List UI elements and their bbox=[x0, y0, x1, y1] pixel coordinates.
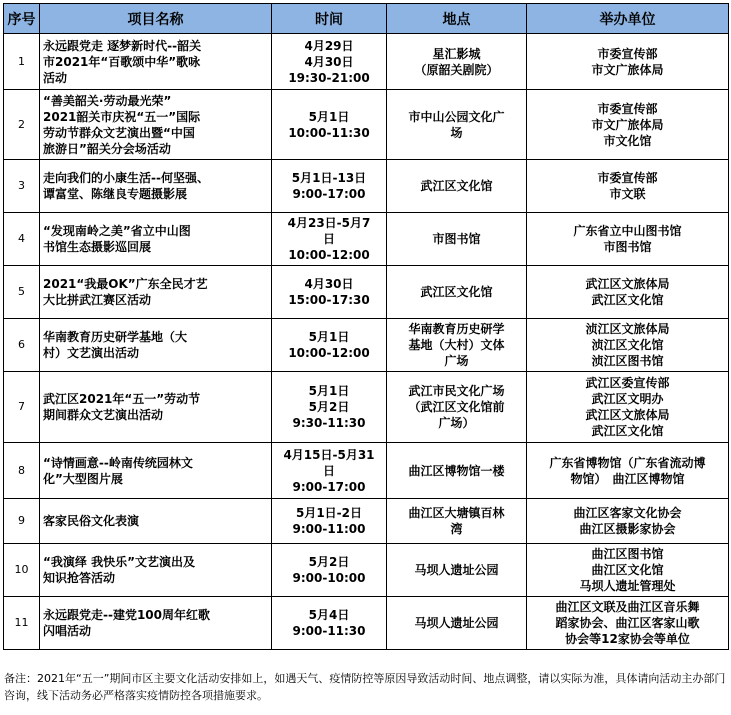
cell-no: 11 bbox=[4, 597, 40, 650]
cell-time bbox=[272, 266, 387, 319]
cell-name bbox=[40, 319, 272, 372]
cell-name-line: 走向我们的小康生活--何坚强、 bbox=[43, 171, 209, 185]
cell-time-line: 日 bbox=[322, 463, 335, 478]
cell-org-line: 市文广旅体局 bbox=[591, 117, 664, 132]
cell-org-line: 武江区文旅体局 bbox=[585, 408, 670, 422]
cell-time-line: 9:00-17:00 bbox=[292, 187, 366, 201]
cell-name bbox=[40, 266, 272, 319]
cell-name-line: 闪唱活动 bbox=[43, 624, 92, 638]
cell-time-line: 日 bbox=[322, 232, 335, 246]
cell-name-line: 知识抢答活动 bbox=[43, 571, 116, 585]
cell-org bbox=[527, 443, 729, 499]
cell-no: 10 bbox=[4, 544, 40, 597]
table-row bbox=[4, 372, 729, 443]
cell-org-line: 马坝人遗址管理处 bbox=[579, 579, 676, 593]
cell-name-line: “我演绎 我快乐”文艺演出及 bbox=[43, 555, 195, 569]
cell-place-line: 华南教育历史研学 bbox=[408, 322, 505, 336]
cell-place-line: 市图书馆 bbox=[432, 232, 481, 246]
cell-name bbox=[40, 213, 272, 266]
cell-org-line: 市委宣传部 bbox=[597, 46, 658, 61]
cell-place bbox=[387, 213, 527, 266]
cell-no: 4 bbox=[4, 213, 40, 266]
cell-no: 2 bbox=[4, 90, 40, 160]
cell-org-line: 曲江区摄影家协会 bbox=[579, 522, 676, 536]
table-row bbox=[4, 34, 729, 90]
table-row bbox=[4, 319, 729, 372]
cell-place-line: 武江区文化馆 bbox=[420, 179, 493, 193]
cell-org-line: 浈江区图书馆 bbox=[591, 354, 664, 368]
cell-name-line: 化”大型图片展 bbox=[43, 471, 123, 486]
cell-time bbox=[272, 372, 387, 443]
cell-time-line: 5月1日-13日 bbox=[291, 171, 367, 185]
cell-name-line: 活动 bbox=[43, 70, 68, 85]
cell-org-line: 曲江区文联及曲江区音乐舞 bbox=[555, 600, 700, 614]
cell-place-line: 市中山公园文化广 bbox=[408, 109, 505, 124]
cell-name bbox=[40, 443, 272, 499]
cell-org bbox=[527, 499, 729, 544]
cell-no: 3 bbox=[4, 160, 40, 213]
cell-name-line: 2021韶关市庆祝“五一”国际 bbox=[43, 109, 201, 124]
cell-time-line: 5月2日 bbox=[308, 555, 350, 569]
cell-place-line: 星汇影城 bbox=[432, 46, 481, 61]
cell-time bbox=[272, 597, 387, 650]
cell-no: 6 bbox=[4, 319, 40, 372]
header-no: 序号 bbox=[4, 4, 40, 34]
cell-name-line: 客家民俗文化表演 bbox=[43, 514, 140, 528]
cell-name-line: 永远跟党走--建党100周年红歌 bbox=[43, 608, 211, 622]
cell-place-line: 马坝人遗址公园 bbox=[414, 563, 499, 577]
cell-name-line: 永远跟党走 逐梦新时代--韶关 bbox=[43, 38, 202, 53]
cell-org-line: 曲江区图书馆 bbox=[591, 547, 664, 561]
cell-name-line: 大比拼武江赛区活动 bbox=[43, 293, 152, 307]
cell-time bbox=[272, 544, 387, 597]
cell-time-line: 4月15日-5月31 bbox=[283, 447, 375, 462]
cell-place-line: （武江区文化馆前 bbox=[408, 400, 505, 414]
cell-time-line: 5月1日 bbox=[308, 384, 350, 398]
cell-time bbox=[272, 499, 387, 544]
table-row bbox=[4, 160, 729, 213]
cell-org-line: 市文广旅体局 bbox=[591, 62, 664, 77]
cell-org-line: 浈江区文旅体局 bbox=[585, 322, 670, 336]
cell-org-line: 武江区文明办 bbox=[591, 392, 664, 406]
table-row bbox=[4, 213, 729, 266]
table-row bbox=[4, 443, 729, 499]
cell-place-line: 马坝人遗址公园 bbox=[414, 616, 499, 630]
cell-place bbox=[387, 443, 527, 499]
cell-time-line: 10:00-11:30 bbox=[288, 125, 370, 140]
cell-name-line: 劳动节群众文艺演出暨“中国 bbox=[43, 125, 195, 140]
cell-name bbox=[40, 90, 272, 160]
cell-no: 7 bbox=[4, 372, 40, 443]
cell-name-line: 武江区2021年“五一”劳动节 bbox=[43, 392, 201, 406]
cell-time bbox=[272, 319, 387, 372]
cell-name-line: 市2021年“百歌颂中华”歌咏 bbox=[43, 54, 201, 69]
cell-name-line: 谭富堂、陈继良专题摄影展 bbox=[43, 187, 188, 201]
cell-place bbox=[387, 160, 527, 213]
cell-time-line: 4月30日 bbox=[304, 277, 354, 291]
cell-org-line: 曲江区客家文化协会 bbox=[573, 506, 682, 520]
cell-name-line: “善美韶关·劳动最光荣” bbox=[43, 93, 172, 108]
header-row bbox=[4, 4, 729, 34]
cell-name bbox=[40, 372, 272, 443]
cell-org-line: 蹈家协会、曲江区客家山歌 bbox=[555, 616, 700, 630]
cell-place-line: 广场） bbox=[438, 416, 475, 430]
cell-place bbox=[387, 597, 527, 650]
cell-time-line: 5月2日 bbox=[308, 400, 350, 414]
cell-time-line: 9:00-10:00 bbox=[292, 571, 366, 585]
cell-org bbox=[527, 597, 729, 650]
cell-name-line: 书馆生态摄影巡回展 bbox=[43, 240, 152, 254]
header-time: 时间 bbox=[272, 4, 387, 34]
cell-org-line: 市委宣传部 bbox=[597, 171, 658, 185]
cell-place-line: 武江市民文化广场 bbox=[408, 384, 505, 398]
cell-place-line: 武江区文化馆 bbox=[420, 285, 493, 299]
cell-place-line: 广场 bbox=[444, 354, 469, 368]
cell-place bbox=[387, 34, 527, 90]
cell-org-line: 广东省立中山图书馆 bbox=[573, 224, 682, 238]
cell-org bbox=[527, 34, 729, 90]
cell-place-line: 湾 bbox=[450, 522, 463, 536]
cell-name bbox=[40, 597, 272, 650]
cell-place bbox=[387, 499, 527, 544]
cell-org bbox=[527, 266, 729, 319]
header-name: 项目名称 bbox=[40, 4, 272, 34]
activities-table bbox=[3, 3, 729, 650]
cell-org bbox=[527, 319, 729, 372]
cell-name bbox=[40, 499, 272, 544]
cell-time-line: 19:30-21:00 bbox=[288, 70, 370, 85]
cell-time bbox=[272, 34, 387, 90]
cell-time-line: 5月1日 bbox=[308, 109, 350, 124]
cell-name-line: 期间群众文艺演出活动 bbox=[43, 408, 164, 422]
cell-time-line: 10:00-12:00 bbox=[288, 248, 370, 262]
table-row bbox=[4, 544, 729, 597]
cell-time-line: 4月23日-5月7 bbox=[287, 216, 371, 230]
table-row bbox=[4, 90, 729, 160]
cell-org-line: 市文化馆 bbox=[603, 133, 652, 148]
cell-time-line: 9:00-17:00 bbox=[292, 479, 366, 494]
cell-org-line: 市图书馆 bbox=[603, 240, 652, 254]
cell-org-line: 武江区文化馆 bbox=[591, 293, 664, 307]
cell-time-line: 4月30日 bbox=[304, 54, 354, 69]
cell-name bbox=[40, 544, 272, 597]
cell-time bbox=[272, 213, 387, 266]
cell-time bbox=[272, 443, 387, 499]
cell-place-line: 场 bbox=[450, 125, 463, 140]
cell-org bbox=[527, 90, 729, 160]
cell-place-line: （原韶关剧院） bbox=[414, 62, 499, 77]
cell-time-line: 5月4日 bbox=[308, 608, 350, 622]
cell-place-line: 曲江区博物馆一楼 bbox=[408, 463, 505, 478]
table-row bbox=[4, 597, 729, 650]
cell-time-line: 5月1日-2日 bbox=[295, 506, 363, 520]
cell-place bbox=[387, 90, 527, 160]
cell-name-line: 旅游日”韶关分会场活动 bbox=[43, 141, 171, 156]
cell-name-line: 2021“我最OK”广东全民才艺 bbox=[43, 277, 208, 291]
cell-time bbox=[272, 90, 387, 160]
cell-org-line: 浈江区文化馆 bbox=[591, 338, 664, 352]
cell-no: 5 bbox=[4, 266, 40, 319]
cell-no: 8 bbox=[4, 443, 40, 499]
cell-place bbox=[387, 266, 527, 319]
cell-place bbox=[387, 319, 527, 372]
cell-no: 1 bbox=[4, 34, 40, 90]
cell-time-line: 5月1日 bbox=[308, 330, 350, 344]
cell-place bbox=[387, 372, 527, 443]
cell-org bbox=[527, 372, 729, 443]
cell-org-line: 物馆） 曲江区博物馆 bbox=[570, 471, 685, 486]
cell-name-line: “发现南岭之美”省立中山图 bbox=[43, 224, 191, 238]
cell-time-line: 9:00-11:30 bbox=[292, 624, 366, 638]
cell-org-line: 武江区文化馆 bbox=[591, 424, 664, 438]
cell-time-line: 9:00-11:00 bbox=[292, 522, 366, 536]
table-row bbox=[4, 266, 729, 319]
cell-org bbox=[527, 544, 729, 597]
cell-org-line: 武江区文旅体局 bbox=[585, 277, 670, 291]
cell-time bbox=[272, 160, 387, 213]
cell-time-line: 4月29日 bbox=[304, 38, 354, 53]
cell-org-line: 曲江区文化馆 bbox=[591, 563, 664, 577]
cell-org-line: 市委宣传部 bbox=[597, 101, 658, 116]
cell-name-line: 村）文艺演出活动 bbox=[43, 346, 140, 360]
cell-org-line: 武江区委宣传部 bbox=[585, 376, 670, 390]
cell-place bbox=[387, 544, 527, 597]
cell-time-line: 15:00-17:30 bbox=[288, 293, 370, 307]
cell-name-line: “诗情画意--岭南传统园林文 bbox=[43, 455, 193, 470]
cell-name bbox=[40, 34, 272, 90]
table-row bbox=[4, 499, 729, 544]
cell-place-line: 曲江区大塘镇百林 bbox=[408, 506, 505, 520]
cell-org-line: 市文联 bbox=[609, 187, 646, 201]
cell-org bbox=[527, 160, 729, 213]
cell-org bbox=[527, 213, 729, 266]
cell-name bbox=[40, 160, 272, 213]
cell-org-line: 广东省博物馆（广东省流动博 bbox=[549, 455, 706, 470]
header-org: 举办单位 bbox=[527, 4, 729, 34]
footnote: 备注：2021年“五一”期间市区主要文化活动安排如上，如遇天气、疫情防控等原因导致活动时间、地点调整，请以实际为准，具体请向活动主办部门咨询，线下活动务必严格落实疫情防控各项措施要求。 bbox=[4, 672, 726, 702]
header-place: 地点 bbox=[387, 4, 527, 34]
cell-no: 9 bbox=[4, 499, 40, 544]
cell-time-line: 9:30-11:30 bbox=[292, 416, 366, 430]
cell-org-line: 协会等12家协会等单位 bbox=[565, 632, 690, 646]
cell-time-line: 10:00-12:00 bbox=[288, 346, 370, 360]
cell-name-line: 华南教育历史研学基地（大 bbox=[43, 330, 188, 344]
cell-place-line: 基地（大村）文体 bbox=[408, 338, 505, 352]
